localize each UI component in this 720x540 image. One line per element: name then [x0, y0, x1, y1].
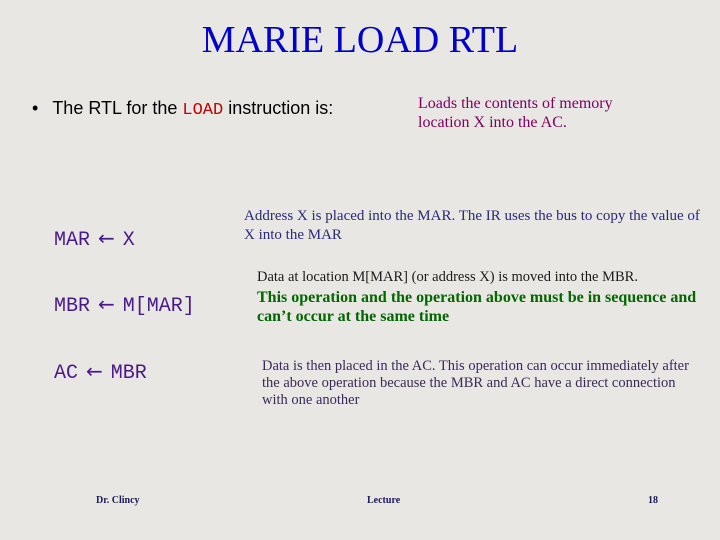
rtl-step-mbr — [54, 292, 195, 318]
mbr-step-note: Data at location M[MAR] (or address X) is moved into the MBR. — [257, 269, 638, 285]
bullet-suffix: instruction is: — [223, 98, 334, 118]
rtl-src: MBR — [110, 362, 147, 385]
rtl-step-ac — [54, 359, 147, 385]
ac-step-note: Data is then placed in the AC. This operation can occur immediately after the above operation because the MBR and AC have a direct connection with one another — [262, 358, 689, 408]
rtl-src: X — [122, 229, 135, 252]
footer-center: Lecture — [367, 495, 401, 506]
left-arrow-icon: ← — [86, 359, 103, 383]
footer-author: Dr. Clincy — [96, 495, 140, 506]
rtl-step-mar — [54, 226, 135, 252]
left-arrow-icon: ← — [98, 292, 115, 316]
slide-title: MARIE LOAD RTL — [201, 19, 519, 61]
footer-page-number: 18 — [648, 495, 658, 506]
sequence-warning-note: This operation and the operation above must be in sequence and can’t occur at the same time — [257, 289, 697, 325]
load-keyword: LOAD — [182, 101, 224, 120]
load-description-note: Loads the contents of memory location X into the AC. — [418, 95, 613, 131]
rtl-src: M[MAR] — [122, 295, 195, 318]
rtl-intro-bullet — [32, 98, 333, 120]
rtl-dest: MAR — [54, 229, 91, 252]
rtl-dest: AC — [54, 362, 79, 385]
rtl-dest: MBR — [54, 295, 91, 318]
bullet-marker: • — [32, 98, 39, 118]
left-arrow-icon: ← — [98, 226, 115, 250]
bullet-prefix: The RTL for the — [52, 98, 183, 118]
mar-step-note: Address X is placed into the MAR. The IR uses the bus to copy the value of X into the MAR — [244, 208, 700, 243]
